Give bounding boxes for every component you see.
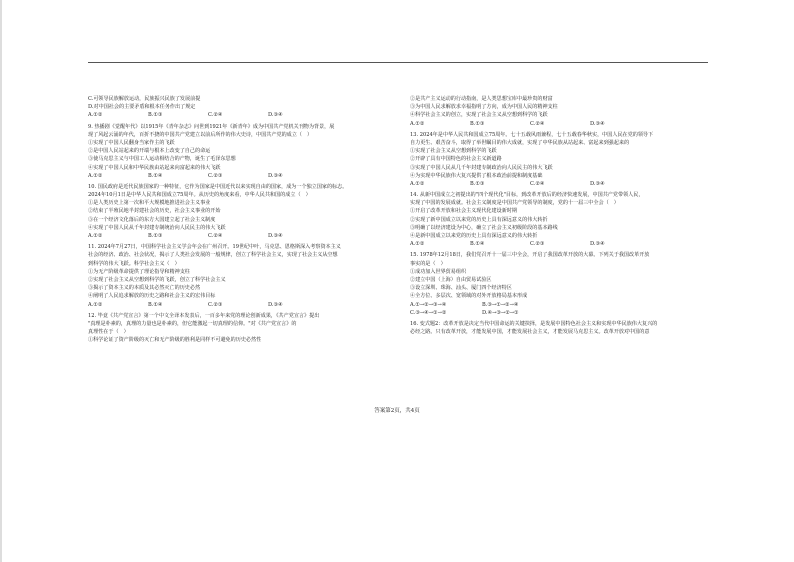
option-d: D.④→③→②→①	[482, 309, 519, 316]
option-c: C.②④	[208, 112, 223, 119]
question-11-stem: 11. 2024年7月27日，中国科学社会主义学会年会在广州召开。19世纪中叶，马克思、恩格斯深入考察资本主义	[88, 244, 341, 251]
text-line: 自力更生、艰苦奋斗，取得了举世瞩目的伟大成就，实现了中华民族从站起来、富起来到强起来的	[410, 139, 630, 146]
text-line: ②实现了新中国成立以来党的历史上具有深远意义的伟大转折	[410, 216, 548, 223]
text-line: ④为实现中华民族伟大复兴提供了根本政治前提和制度基础	[410, 172, 543, 179]
text-line: ②结束了半殖民地半封建社会的历史，社会主义事业的开始	[88, 208, 221, 215]
text-line: ③在一个经济文化落后的东方大国建立起了社会主义制度	[88, 216, 216, 223]
text-line: 实现了中国的发展成就。社会主义制度是中国共产党领导的制度，党的十一届三中全会（ ）	[410, 200, 619, 207]
text-line: ④科学社会主义的创立，实现了社会主义从空想到科学的飞跃	[410, 112, 548, 119]
option-b: B.①④	[470, 241, 485, 248]
option-b: B.①④	[148, 301, 163, 308]
answer-options	[88, 232, 388, 240]
scan-edge-left	[0, 0, 2, 562]
option-c: C.②④	[530, 120, 545, 127]
text-line: ③揭示了资本主义的本质及其必然灭亡的历史必然	[88, 285, 201, 292]
option-a: A.①②	[410, 180, 425, 187]
option-b: B.①③	[148, 233, 163, 239]
option-c: C.②③	[530, 241, 545, 248]
text-line: C.可领导民族解放运动，民族振兴民族了发展前提	[88, 96, 201, 102]
text-line: ④是新中国成立以来党的历史上具有深远意义的伟大转折	[410, 233, 538, 239]
option-d: D.③④	[268, 233, 283, 239]
answer-options	[410, 120, 710, 128]
answer-options	[410, 309, 710, 317]
option-b: B.①③	[470, 120, 485, 127]
option-a: A.①②	[88, 112, 103, 119]
option-d: D.③④	[590, 120, 605, 127]
text-line: ②是共产主义运动的行动指南，是人类思想宝库中最珍贵的财富	[410, 96, 553, 102]
text-line: 到科学的伟大飞跃。科学社会主义（ ）	[88, 260, 180, 267]
page-footer: 答案第2页，共4页	[374, 408, 420, 414]
option-b: B.③→①→②→④	[482, 301, 519, 308]
question-16-stem: 16. 变式题2：改革开放是决定当代中国命运的关键抉择，是发展中国特色社会主义和实现中华民族伟大复兴的	[410, 320, 658, 327]
question-15-stem: 15. 1978年12月18日，我们党召开十一届三中全会，开启了我国改革开放的大幕。下列关于我国改革开放	[410, 252, 650, 259]
text-line: ①开启了改革开放和社会主义现代化建设新时期	[410, 208, 517, 215]
text-line: 现了风起云涌的年代，百折不挠的中国共产党建立以前后所作的伟大史诗，中国共产党的成立（ ）	[88, 131, 313, 138]
right-column	[410, 95, 710, 336]
text-line: ②建立中国（上海）自由贸易试验区	[410, 276, 492, 283]
question-12-stem: 12. 毕竟《共产党宣言》第一个中文全译本发表后，一百多年来党的理论创新成果，《共产党宣言》提出	[88, 312, 320, 319]
answer-options	[410, 180, 710, 188]
option-c: C.②③	[208, 301, 223, 308]
option-a: A.①②	[410, 120, 425, 127]
question-9-stem: 9. 热播剧《觉醒年代》以1915年《青年杂志》问世到1921年《新青年》成为中国共产党机关刊物为背景，展	[88, 123, 335, 130]
option-a: A.①②	[88, 233, 103, 239]
option-d: D.③④	[590, 180, 605, 187]
option-a: A.①②	[88, 301, 103, 308]
text-line: 真理性在于（ ）	[88, 329, 129, 336]
header-rule	[88, 62, 708, 63]
text-line: 社会的经济、政治、社会状况，揭示了人类社会发展的一般规律，创立了科学社会主义，实现了社会主义从空想	[88, 252, 338, 259]
text-line: D.对中国社会的主要矛盾和根本任务作出了规定	[88, 104, 196, 111]
text-line: ③实现了中国人民从几千年封建专制政治向人民民主的伟大飞跃	[410, 164, 553, 171]
option-d: D.③④	[590, 241, 605, 248]
text-line: ③为中国人民求解放求幸福指明了方向，成为中国人民的精神支柱	[410, 104, 558, 111]
question-10-stem: 10. 国民政府是近代民族国家的一种特征，它作为国家是中国近代以来实现自由的国家，成为一个独立国家的标志。	[88, 183, 348, 190]
text-line: ①科学论证了资产阶级的灭亡和无产阶级的胜利是同样不可避免的历史必然性	[88, 337, 262, 344]
text-line: "真理是朴素的，真理的力量也是朴素的，但它能激起一切真理的信仰。"对《共产党宣言》的	[88, 320, 297, 327]
option-c: C.②③	[208, 172, 223, 179]
text-line: ①是人类历史上第一次和平大规模地推进社会主义事业	[88, 200, 211, 207]
text-line: ②实现了社会主义从空想到科学的飞跃，创立了科学社会主义	[88, 276, 226, 283]
text-line: ①实现了社会主义从空想到科学的飞跃	[410, 148, 497, 155]
option-d: D.③④	[268, 172, 283, 179]
option-b: B.①③	[148, 112, 163, 119]
question-14-stem: 14. 从新中国成立之初提出的"四个现代化"目标，到改革开放后的经济快速发展，中国共产党带领人民，	[410, 192, 644, 199]
text-line: ④实现了中国人民和中华民族由站起来向富起来的伟大飞跃	[88, 164, 221, 171]
text-line: 2024年10月1日是中华人民共和国成立75周年。从历史的角度来看，中华人民共和国的成立（ ）	[88, 192, 311, 199]
question-13-stem: 13. 2024年是中华人民共和国成立75周年。七十五载风雨兼程，七十五载春华秋实，中国人民在党的领导下	[410, 131, 654, 138]
answer-options	[88, 301, 388, 309]
option-c: C.③→④→①→②	[410, 309, 447, 316]
answer-options	[88, 111, 388, 119]
option-d: D.③④	[268, 301, 283, 308]
text-line: ②是中国人民站起来的开端与根本上改变了自己的命运	[88, 148, 211, 155]
answer-options	[88, 172, 388, 180]
text-line: ④全方位、多层次、宽领域的对外开放格局基本形成	[410, 293, 528, 300]
text-line: 事实的是（ ）	[410, 260, 446, 267]
text-line: ①为无产阶级革命提供了理论指导和精神支柱	[88, 268, 190, 275]
text-line: ③明确了以经济建设为中心，确立了社会主义初级阶段的基本路线	[410, 224, 558, 231]
text-line: ④实现了中国人民从千年封建专制统治向人民民主的伟大飞跃	[88, 224, 226, 231]
left-column	[88, 95, 388, 344]
text-line: ①成功加入世界贸易组织	[410, 268, 467, 275]
answer-options	[410, 240, 710, 248]
text-line: ③设立深圳、珠海、汕头、厦门四个经济特区	[410, 285, 512, 292]
option-c: C.②④	[208, 233, 223, 239]
text-line: ②开辟了具有中国特色的社会主义新道路	[410, 156, 502, 163]
text-line: 必经之路。只有改革开放，才能发展中国，才能发展社会主义，才能发展马克思主义。改革开放对中国的意	[410, 329, 650, 336]
option-a: A.①②	[88, 172, 103, 179]
option-d: D.③④	[268, 112, 283, 119]
text-line: ③使马克思主义与中国工人运动相结合的产物，诞生了毛泽东思想	[88, 156, 236, 163]
text-line: ①实现了中国人民翻身当家作主的飞跃	[88, 139, 175, 146]
text-line: ④阐明了人民追求解放的历史之路和社会主义的宏伟目标	[88, 293, 216, 300]
answer-options	[410, 301, 710, 309]
option-b: B.①③	[470, 180, 485, 187]
option-b: B.①④	[148, 172, 163, 179]
option-c: C.②④	[530, 180, 545, 187]
option-a: A.①②	[410, 241, 425, 248]
option-a: A.①→②→③→④	[410, 301, 447, 308]
